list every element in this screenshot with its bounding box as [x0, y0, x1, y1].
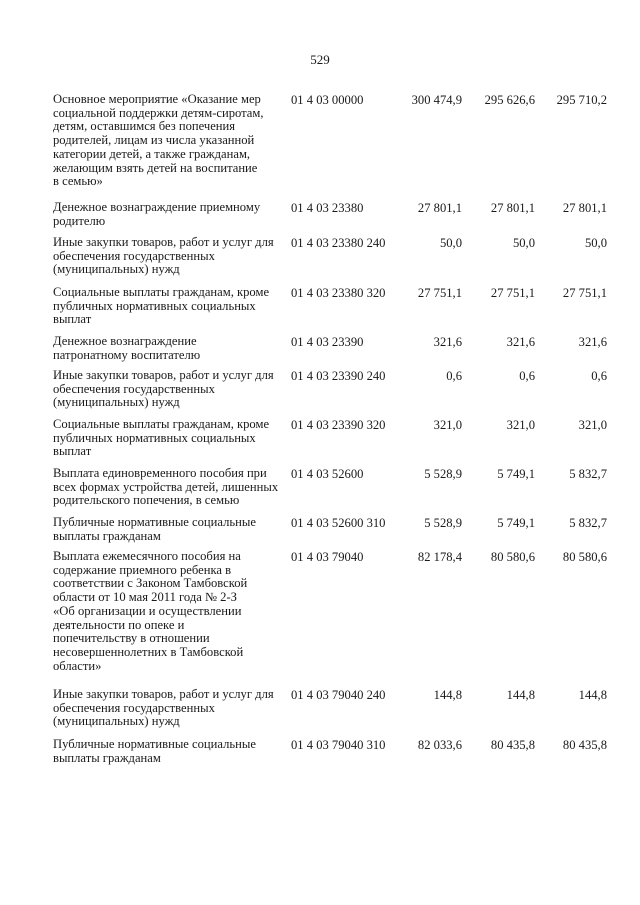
row-value-1: 5 528,9: [424, 467, 462, 481]
row-value-3: 5 832,7: [569, 467, 607, 481]
page-number: 529: [310, 52, 330, 67]
row-code: 01 4 03 23380: [291, 201, 364, 215]
row-value-3: 321,0: [578, 418, 607, 432]
row-code: 01 4 03 23380 320: [291, 286, 386, 300]
row-value-3: 144,8: [578, 688, 607, 702]
row-value-1: 321,6: [433, 335, 462, 349]
row-code: 01 4 03 23380 240: [291, 236, 386, 250]
row-value-2: 321,0: [506, 418, 535, 432]
row-description: Иные закупки товаров, работ и услуг для обеспечения государственных (муниципальных) нужд: [53, 368, 274, 410]
row-description: Социальные выплаты гражданам, кроме публичных нормативных социальных выплат: [53, 417, 270, 459]
row-description: Иные закупки товаров, работ и услуг для обеспечения государственных (муниципальных) нужд: [53, 687, 274, 729]
row-value-1: 144,8: [433, 688, 462, 702]
row-code: 01 4 03 00000: [291, 93, 364, 107]
row-value-1: 321,0: [433, 418, 462, 432]
row-value-1: 300 474,9: [411, 93, 462, 107]
row-value-2: 5 749,1: [497, 467, 535, 481]
row-value-1: 27 801,1: [417, 201, 462, 215]
row-value-2: 50,0: [512, 236, 535, 250]
row-value-3: 27 751,1: [562, 286, 607, 300]
row-value-2: 144,8: [506, 688, 535, 702]
row-description: Выплата ежемесячного пособия на содержание приемного ребенка в соответствии с Законом Тамбовской области от 10 мая 2011 года № 2-З «Об организации и осуществлении деятельности по опеке и попечительству в отношении несовершеннолетних в Тамбовской области»: [53, 549, 248, 673]
row-value-1: 5 528,9: [424, 516, 462, 530]
row-value-1: 82 033,6: [417, 738, 462, 752]
row-code: 01 4 03 23390 320: [291, 418, 386, 432]
row-code: 01 4 03 79040: [291, 550, 364, 564]
row-description: Публичные нормативные социальные выплаты гражданам: [53, 737, 256, 765]
row-value-1: 0,6: [446, 369, 462, 383]
row-value-2: 295 626,6: [484, 93, 535, 107]
row-value-3: 0,6: [591, 369, 607, 383]
row-code: 01 4 03 79040 240: [291, 688, 386, 702]
row-value-2: 321,6: [506, 335, 535, 349]
row-value-3: 5 832,7: [569, 516, 607, 530]
row-value-1: 27 751,1: [417, 286, 462, 300]
row-value-2: 0,6: [519, 369, 535, 383]
row-description: Выплата единовременного пособия при всех формах устройства детей, лишенных родительского попечения, в семью: [53, 466, 279, 508]
row-value-3: 27 801,1: [562, 201, 607, 215]
row-value-3: 80 435,8: [562, 738, 607, 752]
row-value-1: 50,0: [439, 236, 462, 250]
row-description: Социальные выплаты гражданам, кроме публичных нормативных социальных выплат: [53, 285, 270, 327]
row-value-2: 27 801,1: [490, 201, 535, 215]
row-value-1: 82 178,4: [417, 550, 462, 564]
row-code: 01 4 03 23390: [291, 335, 364, 349]
row-description: Основное мероприятие «Оказание мер социальной поддержки детям-сиротам, детям, оставшимся без попечения родителей, лицам из числа указанной категории детей, а также гражданам, желающим взять детей на воспитание в семью»: [53, 92, 264, 189]
row-description: Денежное вознаграждение приемному родителю: [53, 200, 261, 228]
row-code: 01 4 03 23390 240: [291, 369, 386, 383]
row-description: Публичные нормативные социальные выплаты гражданам: [53, 515, 256, 543]
row-code: 01 4 03 52600 310: [291, 516, 386, 530]
row-value-2: 80 580,6: [490, 550, 535, 564]
row-value-2: 5 749,1: [497, 516, 535, 530]
row-code: 01 4 03 79040 310: [291, 738, 386, 752]
row-value-3: 50,0: [584, 236, 607, 250]
row-description: Денежное вознаграждение патронатному воспитателю: [53, 334, 201, 362]
row-code: 01 4 03 52600: [291, 467, 364, 481]
row-value-2: 27 751,1: [490, 286, 535, 300]
row-value-3: 321,6: [578, 335, 607, 349]
row-value-3: 80 580,6: [562, 550, 607, 564]
row-value-2: 80 435,8: [490, 738, 535, 752]
row-value-3: 295 710,2: [556, 93, 607, 107]
row-description: Иные закупки товаров, работ и услуг для обеспечения государственных (муниципальных) нужд: [53, 235, 274, 277]
